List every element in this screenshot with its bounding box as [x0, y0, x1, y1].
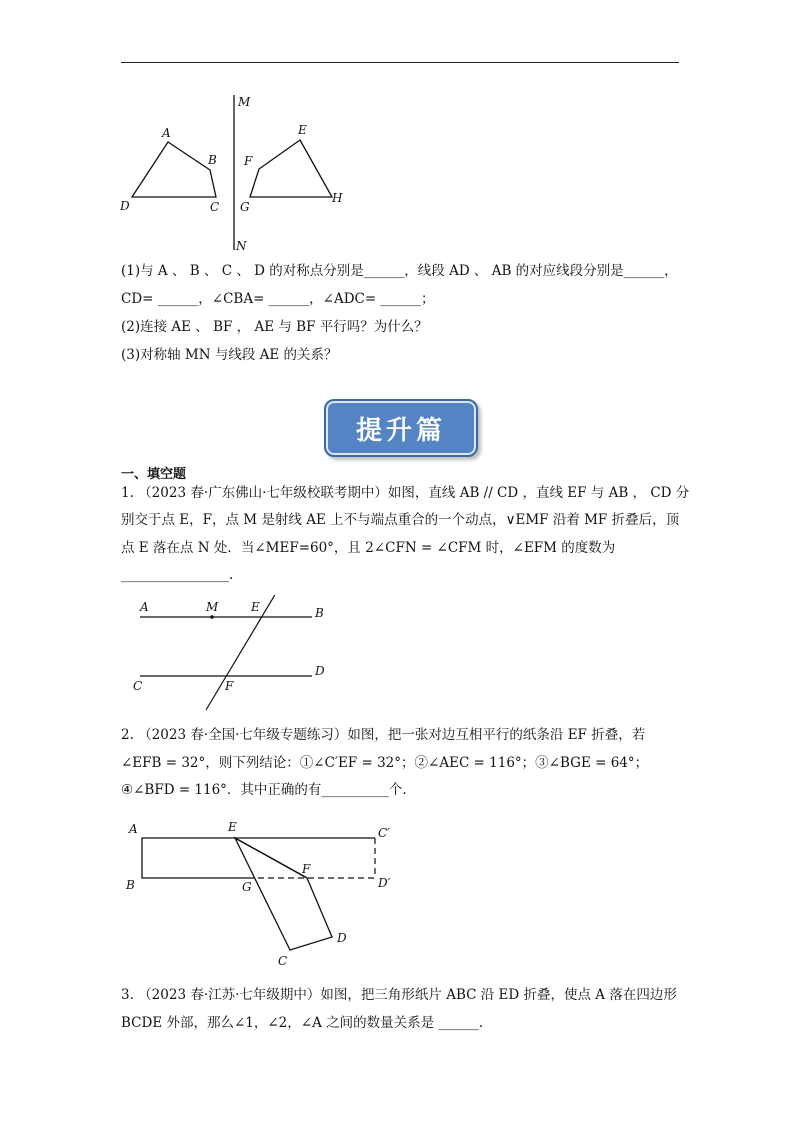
fig2-label-B: B	[315, 606, 324, 620]
label-M: M	[238, 95, 251, 109]
p1-line-3: 点 E 落在点 N 处．当∠MEF=60°，且 2∠CFN = ∠CFM 时，∠EFM 的度数为	[121, 540, 616, 556]
fig3-label-F: F	[302, 862, 311, 876]
p2-line-1: 2. （2023 春·全国·七年级专题练习）如图，把一张对边互相平行的纸条沿 EF 折叠，若	[121, 727, 646, 743]
fig2-label-E: E	[251, 600, 260, 614]
fig2-label-M: M	[206, 600, 219, 614]
label-H: H	[332, 191, 343, 205]
fig2-label-A: A	[140, 600, 149, 614]
label-B: B	[208, 153, 217, 167]
figure-symmetry	[110, 90, 370, 255]
fig3-label-A: A	[129, 822, 138, 836]
section-badge-text: 提升篇	[355, 415, 446, 446]
label-F: F	[244, 154, 253, 168]
folded-part	[235, 838, 332, 950]
figure-parallel-lines	[130, 595, 340, 715]
fig3-label-B: B	[126, 878, 135, 892]
p3-line-2: BCDE 外部，那么∠1，∠2，∠A 之间的数量关系是 ______.	[121, 1015, 484, 1031]
header-rule	[121, 62, 679, 63]
q-intro-line-2: CD= ______，∠CBA= ______，∠ADC= ______；	[121, 291, 435, 307]
point-M	[210, 615, 214, 619]
figure-folded-strip	[120, 815, 410, 975]
fig2-label-C: C	[133, 679, 143, 693]
fig3-label-C1: C′	[378, 826, 390, 840]
fig3-label-E: E	[228, 820, 237, 834]
q-intro-line-4: (3)对称轴 MN 与线段 AE 的关系？	[121, 347, 338, 363]
fig3-label-C: C	[278, 954, 288, 968]
fig3-label-G: G	[242, 880, 252, 894]
q-intro-line-1: (1)与 A 、 B 、 C 、 D 的对称点分别是______，线段 AD 、 AB 的对应线段分别是______，	[121, 263, 678, 279]
label-G: G	[240, 200, 250, 214]
p1-line-1: 1. （2023 春·广东佛山·七年级校联考期中）如图，直线 AB // CD ，直线 EF 与 AB ， CD 分	[121, 485, 690, 501]
fig3-label-D1: D′	[378, 876, 391, 890]
section-heading: 一、填空题	[121, 467, 187, 482]
section-badge	[324, 399, 478, 457]
fig3-label-D: D	[337, 931, 347, 945]
p2-line-3: ④∠BFD = 116°．其中正确的有__________个.	[121, 782, 407, 798]
fig2-label-F: F	[225, 679, 234, 693]
label-D: D	[120, 199, 130, 213]
fig2-label-D: D	[315, 664, 325, 678]
quad-efgh	[250, 140, 332, 197]
label-A: A	[162, 126, 171, 140]
p3-line-1: 3. （2023 春·江苏·七年级期中）如图，把三角形纸片 ABC 沿 ED 折叠，使点 A 落在四边形	[121, 987, 677, 1003]
strip-outline	[142, 838, 248, 878]
label-N: N	[236, 239, 247, 253]
p1-line-2: 别交于点 E，F，点 M 是射线 AE 上不与端点重合的一个动点，∨EMF 沿着 MF 折叠后，顶	[121, 512, 680, 528]
p2-line-2: ∠EFB = 32°，则下列结论：①∠C′EF = 32°；②∠AEC = 116°；③∠BGE = 64°；	[121, 755, 649, 771]
label-E: E	[298, 123, 307, 137]
q-intro-line-3: (2)连接 AE 、 BF ， AE 与 BF 平行吗？为什么？	[121, 319, 428, 335]
quad-abcd	[132, 142, 216, 197]
p1-line-4: ________________.	[121, 567, 234, 583]
label-C: C	[210, 200, 220, 214]
